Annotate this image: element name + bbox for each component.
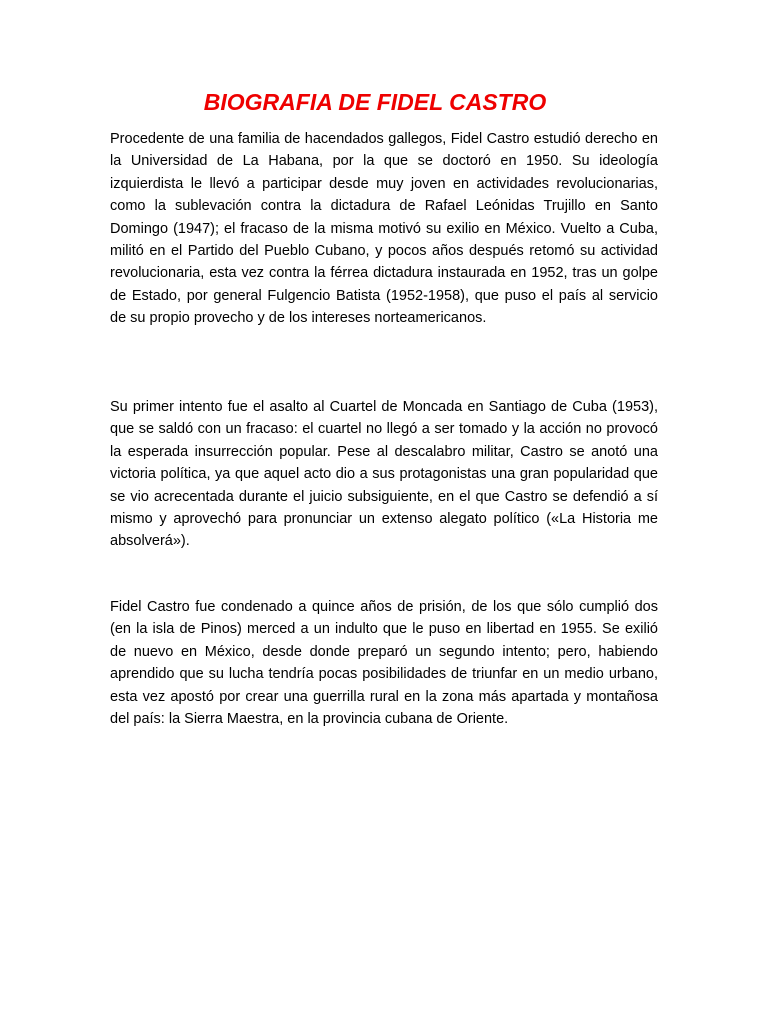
paragraph-2: Su primer intento fue el asalto al Cuartel de Moncada en Santiago de Cuba (1953), que se saldó con un fracaso: el cuartel no llegó a ser tomado y la acción no provocó la esperada insurrección popular. Pese al descalabro militar, Castro se anotó una victoria política, ya que aquel acto dio a sus protagonistas una gran popularidad que se vio acrecentada durante el juicio subsiguiente, en el que Castro se defendió a sí mismo y aprovechó para pronunciar un extenso alegato político («La Historia me absolverá»).	[110, 399, 658, 550]
document-title: BIOGRAFIA DE FIDEL CASTRO	[203, 89, 547, 115]
paragraph-1: Procedente de una familia de hacendados gallegos, Fidel Castro estudió derecho en la Universidad de La Habana, por la que se doctoró en 1950. Su ideología izquierdista le llevó a participar desde muy joven en actividades revolucionarias, como la sublevación contra la dictadura de Rafael Leónidas Trujillo en Santo Domingo (1947); el fracaso de la misma motivó su exilio en México. Vuelto a Cuba, militó en el Partido del Pueblo Cubano, y pocos años después retomó su actividad revolucionaria, esta vez contra la férrea dictadura instaurada en 1952, tras un golpe de Estado, por general Fulgencio Batista (1952-1958), que puso el país al servicio de su propio provecho y de los intereses norteamericanos.	[110, 131, 658, 327]
paragraph-3: Fidel Castro fue condenado a quince años de prisión, de los que sólo cumplió dos (en la isla de Pinos) merced a un indulto que le puso en libertad en 1955. Se exilió de nuevo en México, desde donde preparó un segundo intento; pero, habiendo aprendido que su lucha tendría pocas posibilidades de triunfar en un medio urbano, esta vez apostó por crear una guerrilla rural en la zona más apartada y montañosa del país: la Sierra Maestra, en la provincia cubana de Oriente.	[110, 599, 658, 728]
